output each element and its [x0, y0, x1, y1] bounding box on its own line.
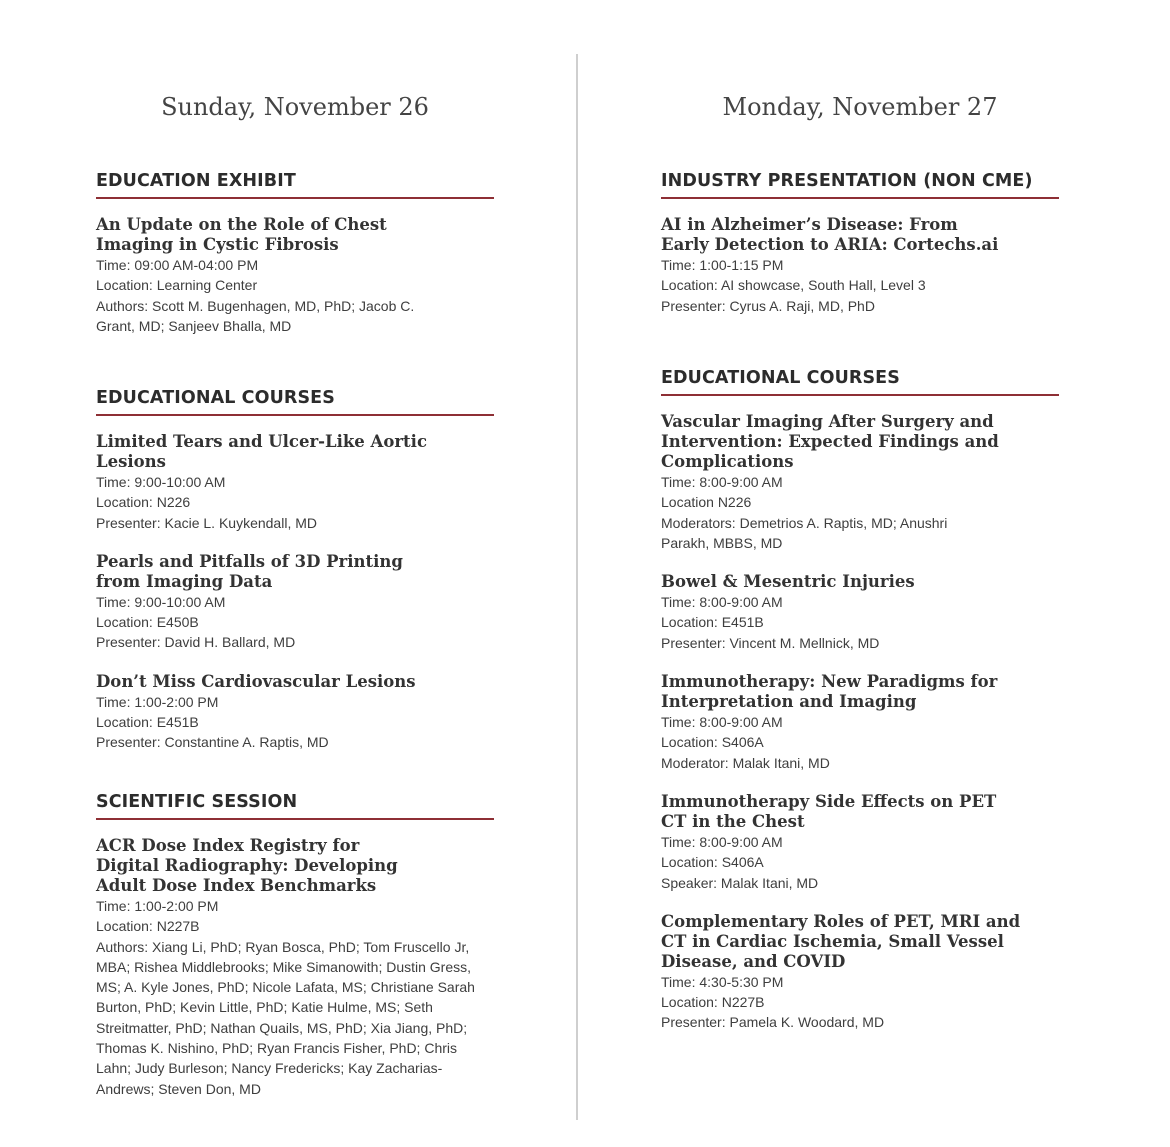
session-item: [96, 552, 494, 653]
section-scientific-session: [96, 792, 494, 1099]
session-time: Time: 1:00-1:15 PM: [661, 257, 784, 273]
section-education-exhibit: [96, 171, 494, 336]
session-item: [661, 412, 1059, 553]
session-time: Time: 1:00-2:00 PM: [96, 693, 219, 710]
session-moderator: Moderator: Malak Itani, MD: [661, 754, 830, 771]
session-item: [661, 912, 1059, 1033]
session-item: [96, 672, 494, 753]
session-title: Limited Tears and Ulcer-Like Aortic Lesions: [96, 432, 427, 471]
session-authors: Authors: Xiang Li, PhD; Ryan Bosca, PhD; Tom Fruscello Jr, MBA; Rishea Middlebrooks; Mike Simanowith; Dustin Gress, MS; A. Kyle Jones, PhD; Nicole Lafata, MS; Christiane Sarah Burton, PhD; Kevin Little, PhD; Katie Hulme, MS; Seth Streitmatter, PhD; Nathan Quails, MS, PhD; Xia Jiang, PhD; Thomas K. Nishino, PhD; Ryan Francis Fisher, PhD; Chris Lahn; Judy Burleson; Nancy Fredericks; Kay Zacharias-Andrews; Steven Don, MD: [96, 938, 475, 1097]
session-location: Location: E451B: [661, 614, 764, 631]
section-heading: SCIENTIFIC SESSION: [96, 792, 494, 820]
session-location: Location N226: [661, 494, 752, 511]
session-title: Immunotherapy Side Effects on PET CT in the Chest: [661, 791, 997, 831]
session-moderators: Moderators: Demetrios A. Raptis, MD; Anushri Parakh, MBBS, MD: [661, 514, 948, 551]
day-title: Sunday, November 26: [161, 93, 429, 121]
session-title: Immunotherapy: New Paradigms for Interpretation and Imaging: [661, 672, 998, 712]
session-time: Time: 09:00 AM-04:00 PM: [96, 257, 259, 273]
session-title: AI in Alzheimer’s Disease: From Early Detection to ARIA: Cortechs.ai: [661, 215, 999, 254]
session-title: Pearls and Pitfalls of 3D Printing from Imaging Data: [96, 551, 403, 591]
session-authors: Authors: Scott M. Bugenhagen, MD, PhD; Jacob C. Grant, MD; Sanjeev Bhalla, MD: [96, 297, 415, 334]
session-presenter: Presenter: Constantine A. Raptis, MD: [96, 734, 329, 751]
session-title: ACR Dose Index Registry for Digital Radiography: Developing Adult Dose Index Benchmarks: [96, 836, 398, 895]
session-time: Time: 4:30-5:30 PM: [661, 973, 784, 990]
session-title: An Update on the Role of Chest Imaging in Cystic Fibrosis: [96, 215, 387, 254]
session-presenter: Presenter: Kacie L. Kuykendall, MD: [96, 514, 317, 531]
session-time: Time: 8:00-9:00 AM: [661, 594, 783, 611]
session-time: Time: 8:00-9:00 AM: [661, 833, 783, 850]
session-location: Location: N226: [96, 494, 191, 511]
session-title: Vascular Imaging After Surgery and Intervention: Expected Findings and Complications: [661, 412, 999, 471]
session-item: [96, 432, 494, 533]
session-item: [661, 572, 1059, 653]
session-time: Time: 9:00-10:00 AM: [96, 474, 226, 490]
section-educational-courses: [661, 368, 1059, 1033]
session-time: Time: 1:00-2:00 PM: [96, 898, 219, 914]
section-educational-courses: [96, 388, 494, 753]
session-location: Location: Learning Center: [96, 277, 258, 294]
session-item: [661, 792, 1059, 893]
session-presenter: Presenter: David H. Ballard, MD: [96, 634, 296, 651]
session-presenter: Presenter: Cyrus A. Raji, MD, PhD: [661, 297, 875, 314]
session-title: Don’t Miss Cardiovascular Lesions: [96, 671, 416, 691]
session-time: Time: 9:00-10:00 AM: [96, 593, 226, 610]
session-title: Complementary Roles of PET, MRI and CT in Cardiac Ischemia, Small Vessel Disease, and COVID: [661, 911, 1021, 971]
session-location: Location: E450B: [96, 614, 199, 631]
session-location: Location: S406A: [661, 734, 764, 751]
session-item: [661, 215, 1059, 316]
session-presenter: Presenter: Vincent M. Mellnick, MD: [661, 634, 880, 651]
day-title: Monday, November 27: [722, 93, 998, 121]
session-location: Location: S406A: [661, 854, 764, 871]
session-location: Location: AI showcase, South Hall, Level 3: [661, 277, 926, 294]
session-time: Time: 8:00-9:00 AM: [661, 474, 783, 490]
column-divider: [576, 54, 578, 1120]
session-presenter: Presenter: Pamela K. Woodard, MD: [661, 1014, 885, 1031]
section-heading: EDUCATIONAL COURSES: [96, 388, 494, 416]
session-location: Location: N227B: [661, 994, 765, 1011]
session-time: Time: 8:00-9:00 AM: [661, 714, 783, 731]
section-industry-presentation: [661, 171, 1059, 316]
session-item: [96, 836, 494, 1099]
session-item: [96, 215, 494, 336]
session-location: Location: E451B: [96, 714, 199, 731]
section-heading: EDUCATION EXHIBIT: [96, 171, 494, 199]
session-title: Bowel & Mesentric Injuries: [661, 572, 915, 592]
session-location: Location: N227B: [96, 918, 200, 935]
session-speaker: Speaker: Malak Itani, MD: [661, 874, 819, 891]
session-item: [661, 672, 1059, 773]
section-heading: INDUSTRY PRESENTATION (NON CME): [661, 171, 1059, 199]
section-heading: EDUCATIONAL COURSES: [661, 368, 1059, 396]
